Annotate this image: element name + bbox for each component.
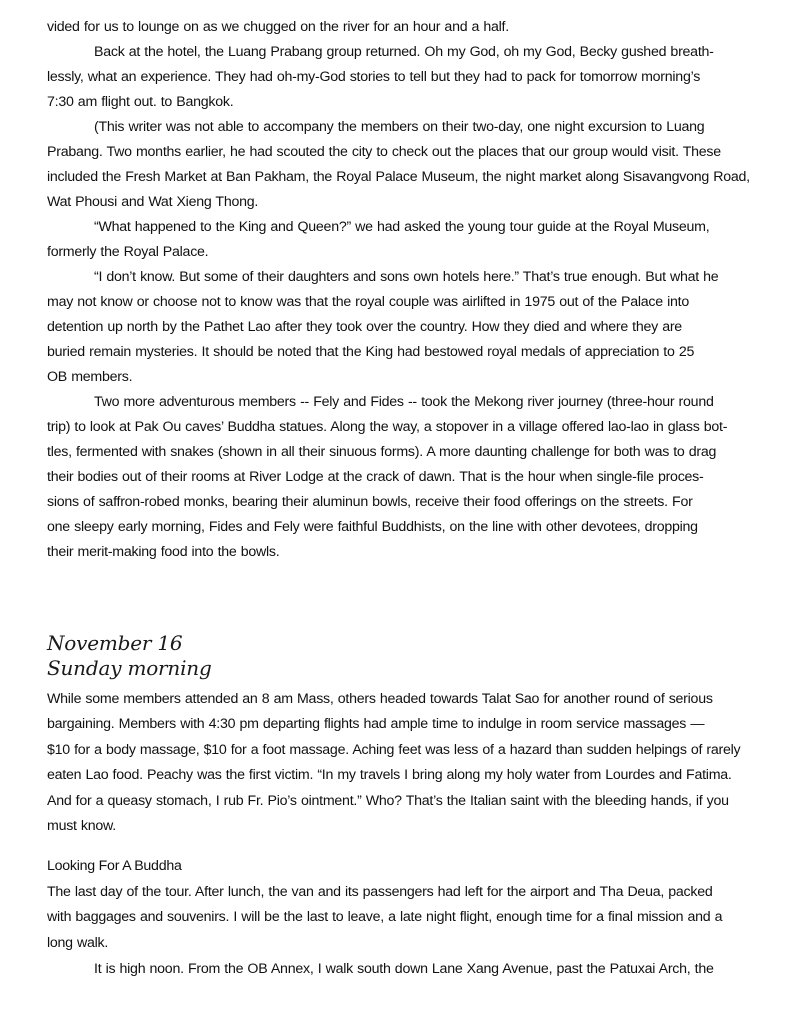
body-line: $10 for a body massage, $10 for a foot massage. Aching feet was less of a hazard than sudden helpings of rarely xyxy=(47,742,741,758)
section-title-heading: Sunday morning xyxy=(47,656,212,680)
body-line: OB members. xyxy=(47,369,133,385)
body-line: sions of saffron-robed monks, bearing their aluminun bowls, receive their food offerings on the streets. For xyxy=(47,494,693,510)
section-date-heading: November 16 xyxy=(47,631,183,655)
subheading: Looking For A Buddha xyxy=(47,858,182,874)
body-line: lessly, what an experience. They had oh-my-God stories to tell but they had to pack for tomorrow morning’s xyxy=(47,69,701,85)
body-line: may not know or choose not to know was that the royal couple was airlifted in 1975 out of the Palace into xyxy=(47,294,689,310)
paragraph-start-line: Back at the hotel, the Luang Prabang group returned. Oh my God, oh my God, Becky gushed breath- xyxy=(94,44,714,60)
body-line: While some members attended an 8 am Mass, others headed towards Talat Sao for another round of serious xyxy=(47,691,713,707)
paragraph-start-line: (This writer was not able to accompany the members on their two-day, one night excursion to Luang xyxy=(94,119,705,135)
body-line: trip) to look at Pak Ou caves’ Buddha statues. Along the way, a stopover in a village offered lao-lao in glass bot- xyxy=(47,419,728,435)
body-line: vided for us to lounge on as we chugged on the river for an hour and a half. xyxy=(47,19,509,35)
body-line: Wat Phousi and Wat Xieng Thong. xyxy=(47,194,259,210)
paragraph-start-line: “I don’t know. But some of their daughters and sons own hotels here.” That’s true enough. But what he xyxy=(94,269,719,285)
body-line: 7:30 am flight out. to Bangkok. xyxy=(47,94,234,110)
body-line: Prabang. Two months earlier, he had scouted the city to check out the places that our group would visit. These xyxy=(47,144,721,160)
body-line: formerly the Royal Palace. xyxy=(47,244,209,260)
body-line: their bodies out of their rooms at River Lodge at the crack of dawn. That is the hour when single-file proces- xyxy=(47,469,704,485)
body-line: eaten Lao food. Peachy was the first victim. “In my travels I bring along my holy water from Lourdes and Fatima. xyxy=(47,767,732,783)
body-line: one sleepy early morning, Fides and Fely were faithful Buddhists, on the line with other devotees, dropping xyxy=(47,519,698,535)
body-line: must know. xyxy=(47,818,116,834)
body-line: tles, fermented with snakes (shown in all their sinuous forms). A more daunting challenge for both was to drag xyxy=(47,444,717,460)
body-line: bargaining. Members with 4:30 pm departing flights had ample time to indulge in room service massages — xyxy=(47,716,705,732)
paragraph-start-line: Two more adventurous members -- Fely and Fides -- took the Mekong river journey (three-hour round xyxy=(94,394,714,410)
body-line: buried remain mysteries. It should be noted that the King had bestowed royal medals of appreciation to 25 xyxy=(47,344,695,360)
paragraph-start-line: It is high noon. From the OB Annex, I walk south down Lane Xang Avenue, past the Patuxai Arch, the xyxy=(94,961,714,977)
body-line: their merit-making food into the bowls. xyxy=(47,544,280,560)
body-line: The last day of the tour. After lunch, the van and its passengers had left for the airport and Tha Deua, packed xyxy=(47,884,713,900)
body-line: with baggages and souvenirs. I will be the last to leave, a late night flight, enough time for a final mission and a xyxy=(47,909,723,925)
body-line: detention up north by the Pathet Lao after they took over the country. How they died and where they are xyxy=(47,319,682,335)
body-line: included the Fresh Market at Ban Pakham, the Royal Palace Museum, the night market along Sisavangvong Road, xyxy=(47,169,750,185)
paragraph-start-line: “What happened to the King and Queen?” we had asked the young tour guide at the Royal Museum, xyxy=(94,219,710,235)
body-line: And for a queasy stomach, I rub Fr. Pio’s ointment.” Who? That’s the Italian saint with the bleeding hands, if you xyxy=(47,793,729,809)
body-line: long walk. xyxy=(47,935,109,951)
